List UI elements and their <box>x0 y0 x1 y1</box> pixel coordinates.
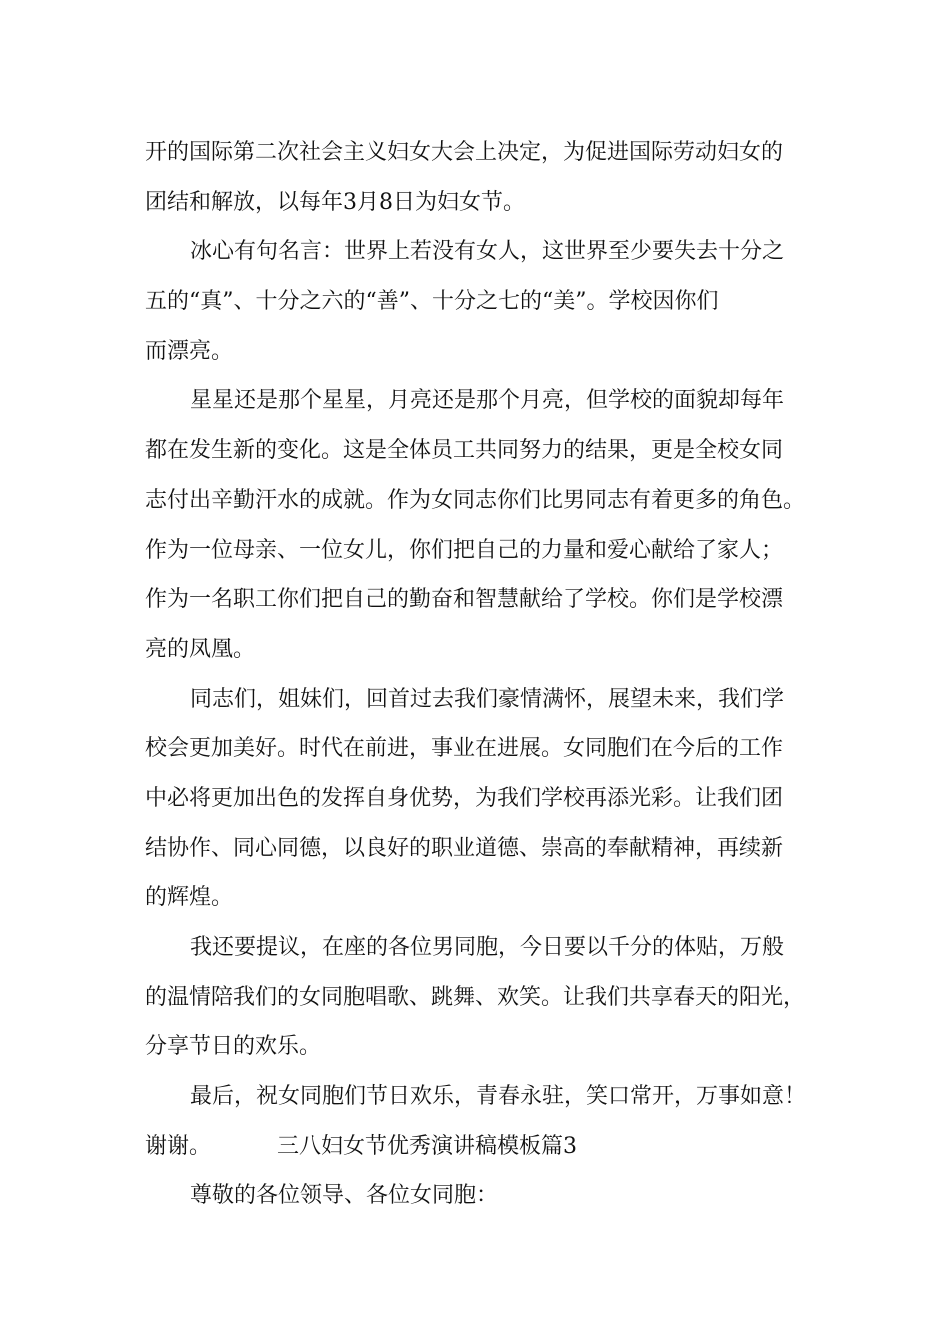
text-line: 亮的凤凰。 <box>145 636 256 662</box>
salutation: 尊敬的各位领导、各位女同胞： <box>190 1183 499 1209</box>
text-line: 都在发生新的变化。这是全体员工共同努力的结果，更是全校女同 <box>145 438 784 464</box>
section-title: 三八妇女节优秀演讲稿模板篇3 <box>277 1133 578 1159</box>
document-body <box>145 128 835 1221</box>
paragraph-start: 冰心有句名言：世界上若没有女人，这世界至少要失去十分之 <box>190 239 785 265</box>
text-line: 校会更加美好。时代在前进，事业在进展。女同胞们在今后的工作 <box>145 736 784 762</box>
text-line: 的温情陪我们的女同胞唱歌、跳舞、欢笑。让我们共享春天的阳光， <box>145 984 806 1010</box>
text-line: 五的“真”、十分之六的“善”、十分之七的“美”。学校因你们 <box>145 289 719 315</box>
text-line: 的辉煌。 <box>145 885 234 911</box>
text-line: 志付出辛勤汗水的成就。作为女同志你们比男同志有着更多的角色。 <box>145 487 806 513</box>
text-line: 作为一位母亲、一位女儿，你们把自己的力量和爱心献给了家人； <box>145 537 784 563</box>
paragraph-start: 我还要提议，在座的各位男同胞，今日要以千分的体贴，万般 <box>190 935 785 960</box>
closing-thanks: 谢谢。 <box>145 1133 212 1159</box>
paragraph-start: 同志们，姐妹们，回首过去我们豪情满怀，展望未来，我们学 <box>190 686 785 712</box>
paragraph-start: 最后，祝女同胞们节日欢乐，青春永驻，笑口常开，万事如意！ <box>190 1084 807 1110</box>
text-line: 中必将更加出色的发挥自身优势，为我们学校再添光彩。让我们团 <box>145 785 784 811</box>
text-line: 分享节日的欢乐。 <box>145 1034 322 1060</box>
text-line: 团结和解放，以每年3月8日为妇女节。 <box>145 189 525 215</box>
text-line: 而漂亮。 <box>145 338 234 364</box>
text-line: 结协作、同心同德，以良好的职业道德、崇高的奉献精神，再续新 <box>145 835 784 861</box>
text-line: 开的国际第二次社会主义妇女大会上决定，为促进国际劳动妇女的 <box>145 140 784 165</box>
text-line <box>145 1122 835 1172</box>
text-line: 作为一名职工你们把自己的勤奋和智慧献给了学校。你们是学校漂 <box>145 587 784 613</box>
paragraph-start: 星星还是那个星星，月亮还是那个月亮，但学校的面貌却每年 <box>190 388 785 414</box>
